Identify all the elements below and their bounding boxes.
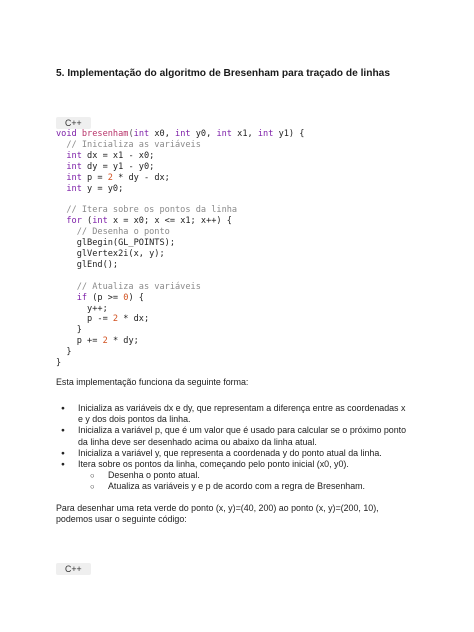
code-line bbox=[56, 184, 304, 195]
code-line bbox=[56, 314, 304, 325]
code-token: * dy; bbox=[107, 336, 139, 347]
code-token: glBegin(GL_POINTS); bbox=[56, 238, 175, 249]
code-token: // Desenha o ponto bbox=[56, 227, 170, 238]
explanation-list bbox=[60, 403, 410, 493]
code-token: for bbox=[56, 216, 82, 227]
sub-list-item: ○ Atualiza as variáveis y e p de acordo com a regra de Bresenham. bbox=[60, 481, 410, 492]
code-line bbox=[56, 216, 304, 227]
intro-paragraph: Esta implementação funciona da seguinte forma: bbox=[56, 377, 249, 387]
code-line bbox=[56, 336, 304, 347]
code-token: // Itera sobre os pontos da linha bbox=[56, 205, 238, 216]
code-token: int bbox=[92, 216, 108, 227]
code-line bbox=[56, 282, 304, 293]
code-token: glVertex2i(x, y); bbox=[56, 248, 165, 259]
code-line bbox=[56, 358, 304, 369]
code-token: int bbox=[257, 129, 274, 139]
code-token: dy = y1 - y0; bbox=[81, 161, 155, 172]
code-token: x = x0; x <= x1; x++) { bbox=[107, 216, 232, 227]
code-token: } bbox=[56, 358, 62, 369]
code-token: ( bbox=[128, 129, 134, 139]
code-token: // Inicializa as variáveis bbox=[56, 139, 201, 150]
code-token: y1) { bbox=[273, 129, 305, 139]
code-line bbox=[56, 129, 304, 140]
code-token: (p >= bbox=[87, 292, 124, 303]
code-line bbox=[56, 260, 304, 271]
code-listing bbox=[56, 129, 304, 369]
code-token: * dx; bbox=[118, 314, 150, 325]
code-line bbox=[56, 347, 304, 358]
code-token: p -= bbox=[56, 314, 113, 325]
code-line bbox=[56, 194, 304, 205]
code-line bbox=[56, 325, 304, 336]
code-token: int bbox=[216, 129, 232, 139]
code-token: x1, bbox=[231, 129, 258, 139]
code-line bbox=[56, 162, 304, 173]
code-language-tag: C++ bbox=[56, 117, 91, 129]
sub-list-item: ○ Desenha o ponto atual. bbox=[60, 470, 410, 481]
code-token: 2 bbox=[102, 336, 108, 347]
code-token: y = y0; bbox=[81, 183, 124, 194]
code-block-second bbox=[56, 563, 91, 575]
code-line bbox=[56, 227, 304, 238]
code-token: } bbox=[56, 347, 72, 358]
list-item: ● Inicializa a variável y, que representa a coordenada y do ponto atual da linha. bbox=[60, 448, 410, 459]
code-token: ( bbox=[81, 216, 93, 227]
code-token: 2 bbox=[112, 314, 119, 325]
code-token: x0, bbox=[149, 129, 176, 139]
code-token: dx = x1 - x0; bbox=[81, 150, 155, 161]
code-token: void bbox=[56, 129, 82, 139]
code-token: bresenham bbox=[81, 129, 129, 139]
code-token: } bbox=[56, 325, 82, 336]
code-token: p += bbox=[56, 336, 103, 347]
code-line bbox=[56, 271, 304, 282]
list-item: ● Inicializa as variáveis dx e dy, que representam a diferença entre as coordenadas x e y dos dois pontos da linha. bbox=[60, 403, 410, 425]
code-token: * dy - dx; bbox=[112, 172, 170, 183]
code-token: int bbox=[56, 172, 82, 183]
code-token: int bbox=[56, 161, 82, 172]
code-line bbox=[56, 238, 304, 249]
code-token: if bbox=[56, 292, 88, 303]
code-token: y++; bbox=[56, 303, 108, 314]
code-block-bresenham bbox=[56, 117, 304, 369]
code-token: 0 bbox=[123, 292, 129, 303]
code-token: p = bbox=[81, 172, 108, 183]
code-line bbox=[56, 173, 304, 184]
code-line bbox=[56, 304, 304, 315]
code-line bbox=[56, 205, 304, 216]
code-token: 2 bbox=[107, 172, 113, 183]
code-line bbox=[56, 151, 304, 162]
code-token: int bbox=[175, 129, 191, 139]
code-line bbox=[56, 249, 304, 260]
code-token: int bbox=[133, 129, 150, 139]
code-token: y0, bbox=[190, 129, 217, 139]
code-line bbox=[56, 293, 304, 304]
code-token: int bbox=[56, 150, 82, 161]
closing-paragraph: Para desenhar uma reta verde do ponto (x, y)=(40, 200) ao ponto (x, y)=(200, 10), podemos usar o seguinte código: bbox=[56, 503, 379, 525]
code-line bbox=[56, 140, 304, 151]
code-token: int bbox=[56, 183, 82, 194]
list-item: ● Itera sobre os pontos da linha, começando pelo ponto inicial (x0, y0). bbox=[60, 459, 410, 470]
code-language-tag-2: C++ bbox=[56, 563, 91, 575]
code-token: glEnd(); bbox=[56, 259, 119, 270]
section-heading: 5. Implementação do algoritmo de Bresenham para traçado de linhas bbox=[56, 68, 391, 79]
code-token: ) { bbox=[128, 292, 144, 303]
list-item: ● Inicializa a variável p, que é um valor que é usado para calcular se o próximo ponto da linha deve ser desenhado acima ou abaixo da linha atual. bbox=[60, 425, 410, 447]
code-token: // Atualiza as variáveis bbox=[56, 281, 201, 292]
